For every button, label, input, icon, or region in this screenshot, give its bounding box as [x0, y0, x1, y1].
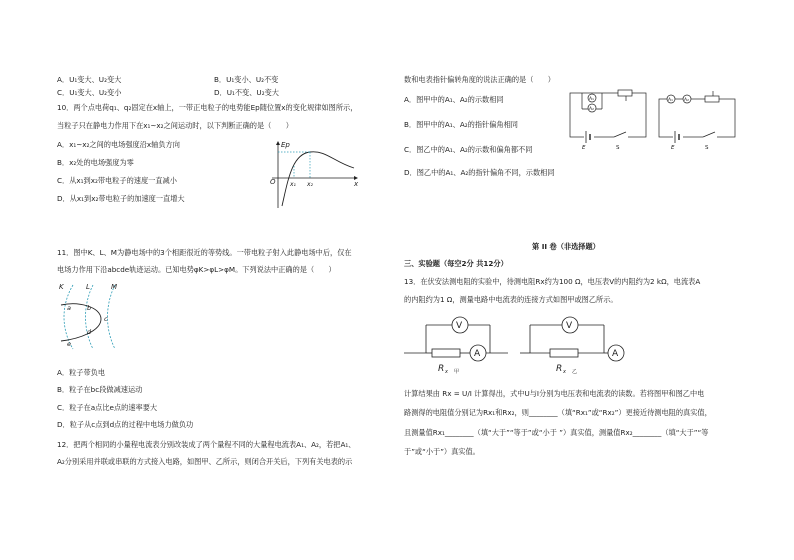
q9-option-d: D．U₁不变、U₂变大 — [214, 88, 279, 97]
q10-stem-line2: 当粒子只在静电力作用下在x₁~x₂之间运动时，以下判断正确的是（ ） — [57, 121, 293, 130]
q13-stem-line1: 13．在伏安法测电阻的实验中，待测电阻Rx约为100 Ω，电压表V的内阻约为2 kΩ，电流表A — [404, 277, 701, 286]
circuit-jia-loop — [570, 93, 646, 137]
ep-curve — [282, 152, 354, 206]
voltmeter-label: V — [456, 321, 463, 331]
label-l: L — [86, 283, 90, 291]
label-d: d — [87, 328, 92, 336]
s-label: S — [616, 145, 620, 151]
a2-label: A₂ — [589, 107, 594, 112]
graph-ylabel: Ep — [281, 141, 290, 149]
rheostat-icon — [618, 90, 632, 96]
q11-stem-line1: 11．图中K、L、M为静电场中的3个相距很近的等势线。一带电粒子射入此静电场中后，仅在 — [57, 248, 352, 257]
q11-option-a: A．粒子带负电 — [57, 368, 106, 377]
label-m: M — [111, 283, 118, 291]
q10-option-d: D．从x₁到x₂带电粒子的加速度一直增大 — [57, 194, 185, 203]
q13-circuit-yi — [520, 315, 630, 377]
ammeter-label: A — [474, 349, 481, 359]
q10-stem-line1: 10．两个点电荷q₁、q₂固定在x轴上，一带正电粒子的电势能Ep随位置x的变化规律如图所示， — [57, 103, 358, 112]
q12-stem-line3: 数和电表指针偏转角度的说法正确的是（ ） — [404, 75, 555, 84]
q9-option-a: A．U₁变大、U₂变大 — [57, 75, 122, 84]
graph-origin: O — [270, 178, 276, 186]
graph-y-arrow — [276, 141, 280, 145]
q13-stem-line6: 于”或“小于”）真实值。 — [404, 447, 480, 456]
q13-stem-line2: 的内阻约为1 Ω，测量电路中电流表的连接方式如图甲或图乙所示。 — [404, 295, 618, 304]
label-c: c — [104, 315, 108, 323]
label-e: e — [67, 340, 71, 348]
q12-stem-line1: 12．把两个相同的小量程电流表分别改装成了两个量程不同的大量程电流表A₁、A₂，若把A₁、 — [57, 440, 356, 449]
resistor-rx-icon — [432, 349, 460, 357]
a2-series-label: A₂ — [684, 98, 689, 103]
rx-yi-label: R — [556, 364, 563, 374]
rx-sub-label: x — [445, 369, 448, 375]
q10-ep-graph — [268, 140, 368, 210]
q12-circuit-jia — [568, 91, 648, 151]
q11-option-d: D．粒子从c点到d点的过程中电场力做负功 — [57, 420, 194, 429]
label-b: b — [87, 304, 92, 312]
ammeter-yi-label: A — [612, 349, 619, 359]
voltmeter-yi-label: V — [566, 321, 573, 331]
q12-circuit-yi — [657, 91, 737, 151]
e-series-label: E — [671, 145, 675, 151]
q10-option-a: A．x₁~x₂之间的电场强度沿x轴负方向 — [57, 140, 180, 149]
rheostat-series-icon — [705, 96, 719, 102]
q12-option-c: C．图乙中的A₁、A₂的示数和偏角都不同 — [404, 145, 533, 154]
q13-stem-line4: 路测得的电阻值分别记为Rx₁和Rx₂，则________（填“Rx₁”或“Rx₂”）更接近待测电阻的真实值， — [404, 408, 712, 417]
q12-option-a: A．图甲中的A₁、A₂的示数相同 — [404, 95, 504, 104]
q9-option-c: C．U₁变大、U₂变小 — [57, 88, 122, 97]
q11-equipotential-figure — [57, 283, 137, 353]
q13-stem-line5: 且测量值Rx₁________（填“大于”“等于”或“小于 ”）真实值，测量值Rx₂________（填“大于”“等 — [404, 428, 709, 437]
resistor-rx-yi-icon — [550, 349, 578, 357]
q10-option-b: B．x₂处的电场强度为零 — [57, 158, 134, 167]
label-jia: 甲 — [454, 369, 460, 375]
graph-xlabel: x — [354, 180, 359, 188]
q9-option-b: B．U₁变小、U₂不变 — [214, 75, 279, 84]
graph-x2-label: x₂ — [307, 181, 313, 188]
q11-option-c: C．粒子在a点比e点的速率要大 — [57, 403, 158, 412]
rx-label: R — [438, 364, 445, 374]
q12-stem-line2: A₂分别采用并联或串联的方式接入电路，如图甲、乙所示，则闭合开关后，下列有关电表的示 — [57, 457, 353, 466]
rx-yi-sub-label: x — [563, 369, 566, 375]
label-a: a — [67, 304, 71, 312]
circuit-yi-loop — [659, 99, 735, 137]
q13-circuit-jia — [404, 315, 509, 377]
equipotential-m — [108, 285, 116, 349]
a1-series-label: A₁ — [668, 98, 673, 103]
label-k: K — [59, 283, 64, 291]
q11-option-b: B．粒子在bc段做减速运动 — [57, 385, 143, 394]
q12-option-d: D．图乙中的A₁、A₂的指针偏角不同，示数相同 — [404, 168, 555, 177]
a1-label: A₁ — [589, 97, 594, 102]
section3-title: 三、实验题（每空2分 共12分） — [404, 259, 508, 268]
s-series-label: S — [705, 145, 709, 151]
section2-title: 第 II 卷（非选择题） — [532, 242, 600, 251]
e-label: E — [582, 145, 586, 151]
q13-stem-line3: 计算结果由 Rx = U/I 计算得出，式中U与I分别为电压表和电流表的读数。若将图甲和图乙中电 — [404, 389, 705, 398]
graph-x1-label: x₁ — [290, 181, 296, 188]
equipotential-l — [86, 285, 94, 349]
q10-option-c: C．从x₁到x₂带电粒子的速度一直减小 — [57, 176, 177, 185]
q11-stem-line2: 电场力作用下沿abcde轨迹运动。已知电势φK>φL>φM。下列说法中正确的是（ ） — [57, 265, 336, 274]
q12-option-b: B．图甲中的A₁、A₂的指针偏角相同 — [404, 120, 518, 129]
label-yi: 乙 — [572, 369, 578, 375]
